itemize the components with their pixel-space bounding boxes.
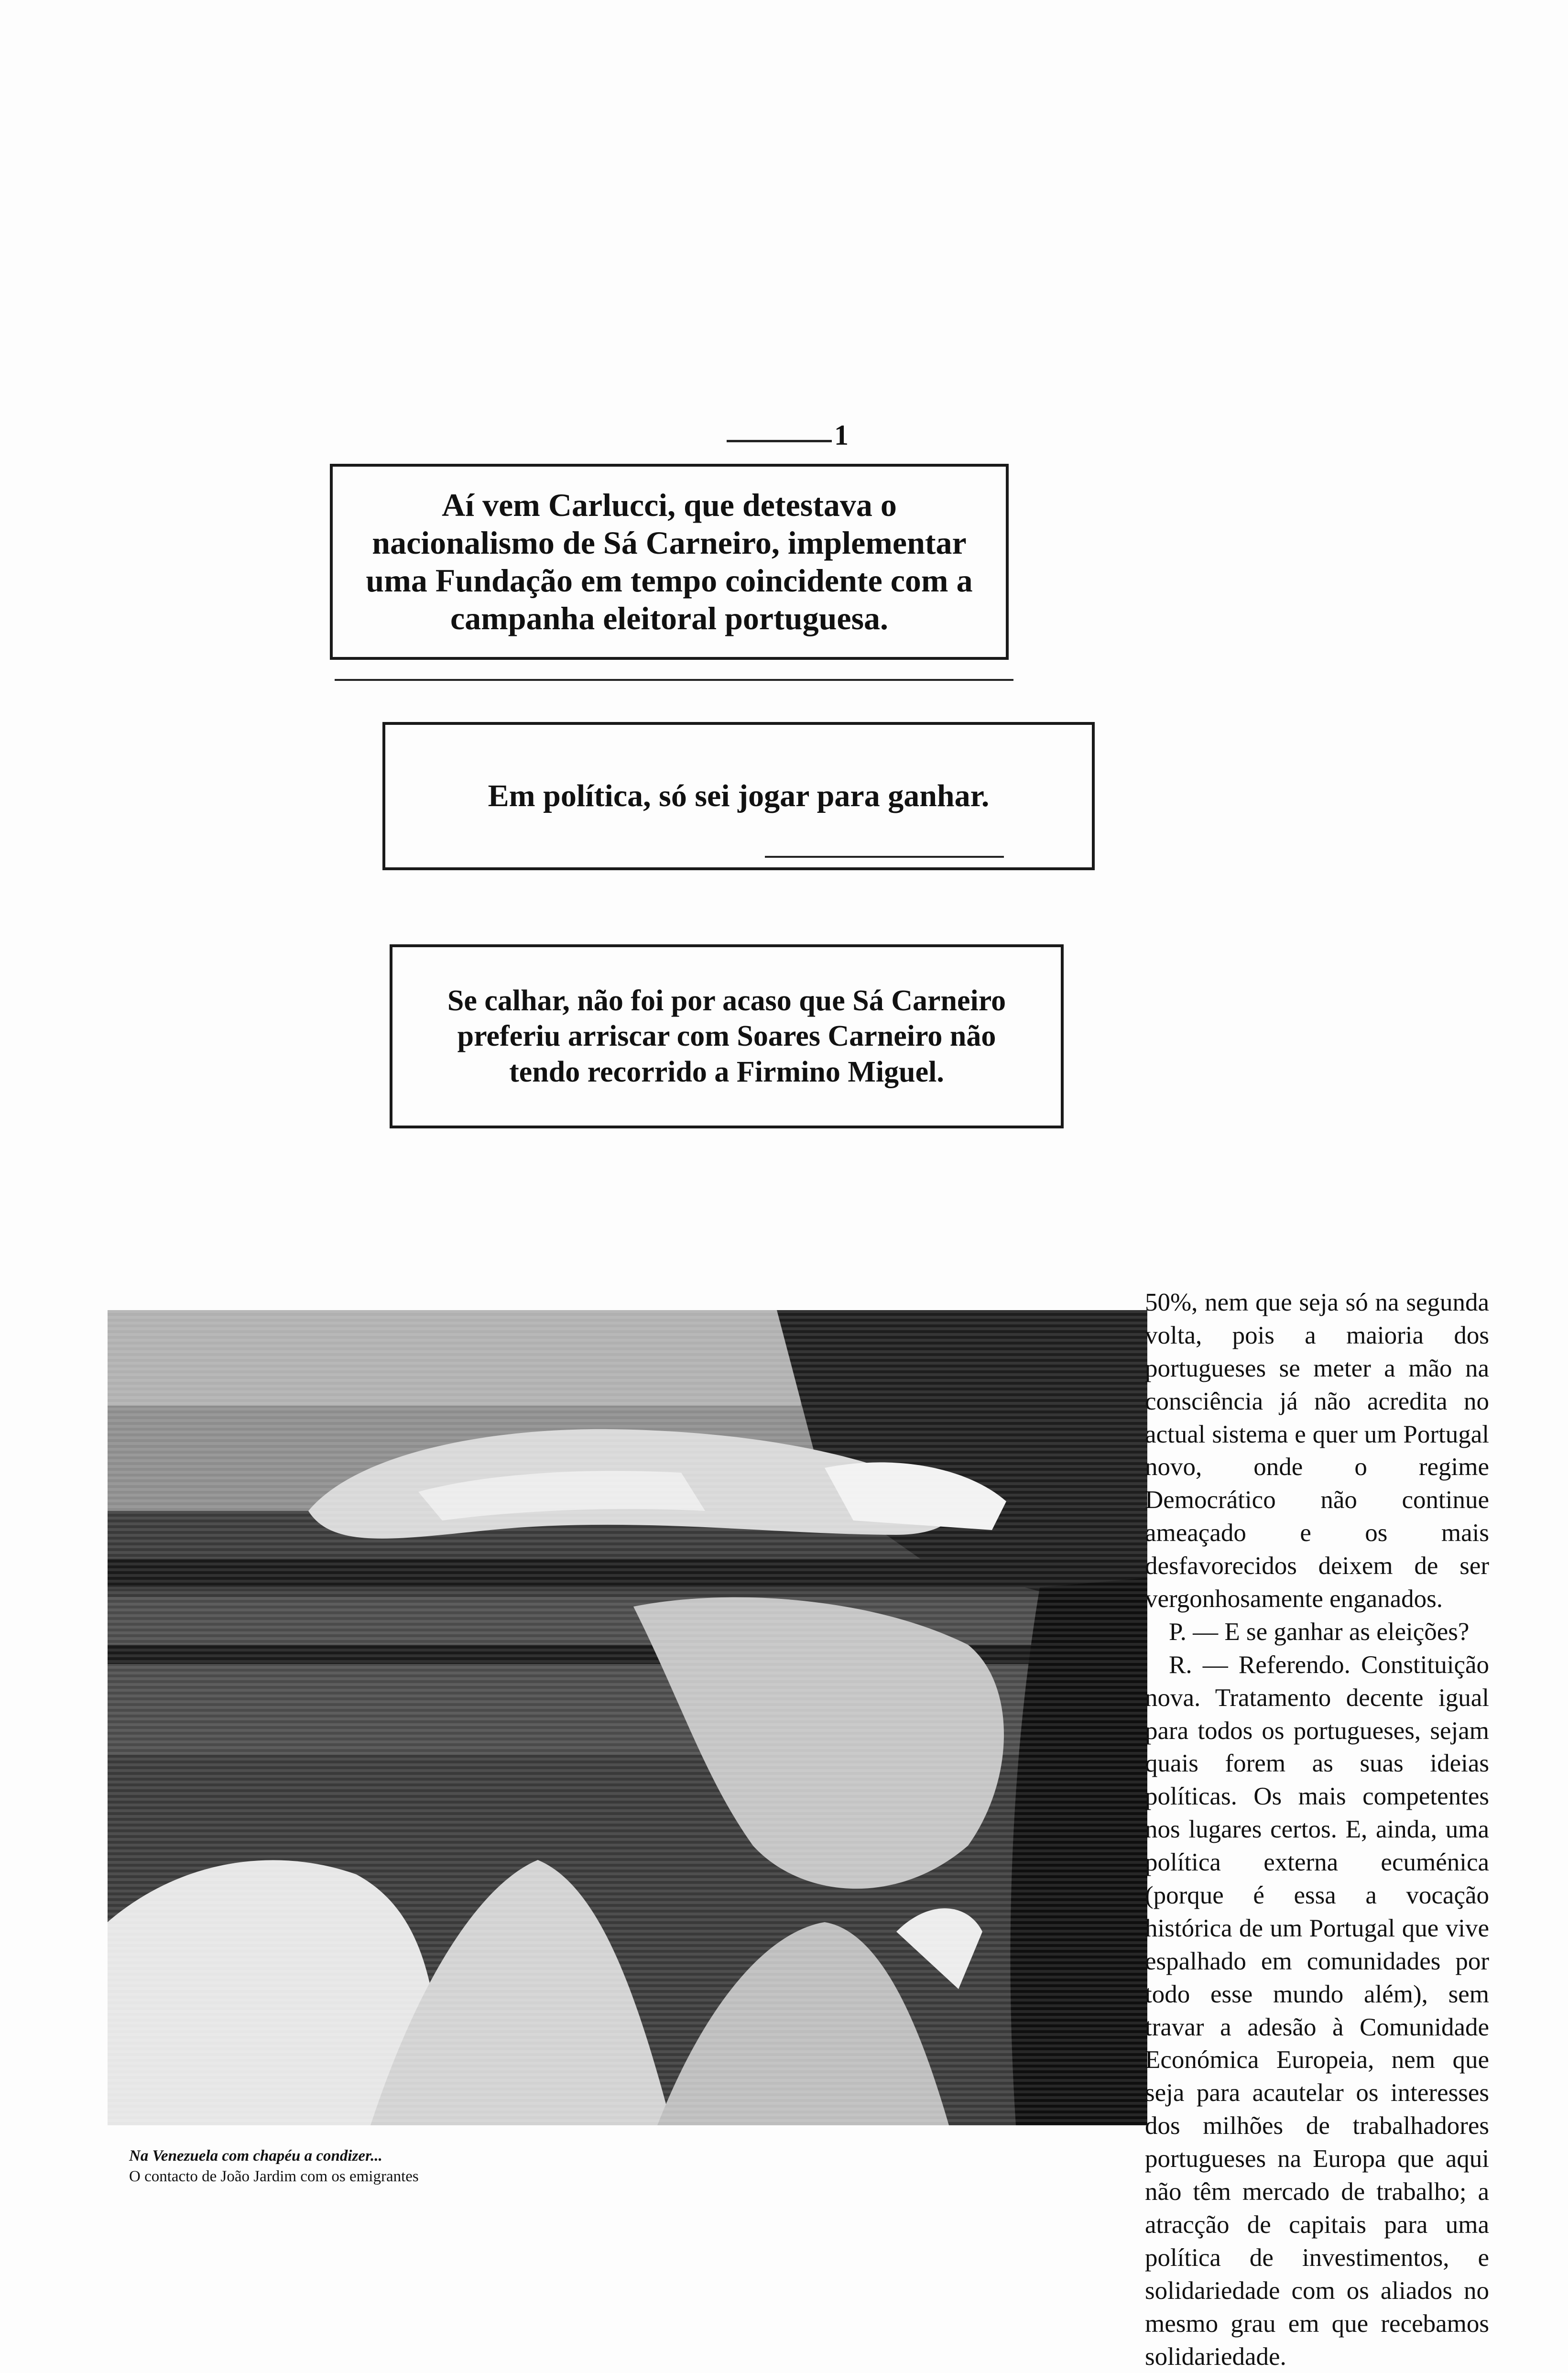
pull-quote-sa-carneiro: [390, 944, 1064, 1128]
divider-rule: [765, 856, 1004, 858]
pull-quote-text: Se calhar, não foi por acaso que Sá Carneiro preferiu arriscar com Soares Carneiro não tendo recorrido a Firmino Miguel.: [447, 984, 1006, 1088]
article-column: [1145, 1286, 1489, 2373]
page-number-rule: [727, 440, 832, 442]
pull-quote-politica: [382, 722, 1095, 870]
caption-line-2: O contacto de João Jardim com os emigrantes: [129, 2167, 419, 2185]
article-paragraph: 50%, nem que seja só na segunda volta, pois a maioria dos portugueses se meter a mão na consciência já não acredita no actual sistema e quer um Portugal novo, onde o regime Democrático não continue ameaçado e os mais desfavorecidos deixem de ser vergonhosamente enganados.: [1145, 1289, 1489, 1613]
pull-quote-text: Em política, só sei jogar para ganhar.: [488, 778, 990, 813]
caption-line-1: Na Venezuela com chapéu a condizer...: [129, 2147, 382, 2165]
pull-quote-carlucci: [330, 464, 1009, 660]
page-number: 1: [834, 419, 849, 451]
interview-answer: R. — Referendo. Constituição nova. Tratamento decente igual para todos os portugueses, sejam quais forem as suas ideias políticas. Os mais competentes nos lugares certos. E, ainda, uma política externa ecuménica (porque é essa a vocação histórica de um Portugal que vive espalhado em comunidades por todo esse mundo além), sem travar a adesão à Comunidade Económica Europeia, nem que seja para acautelar os interesses dos milhões de trabalhadores portugueses na Europa que aqui não têm mercado de trabalho; a atracção de capitais para uma política de investimentos, e solidariedade com os aliados no mesmo grau em que recebamos solidariedade.: [1145, 1651, 1489, 2371]
pull-quote-text: Aí vem Carlucci, que detestava o nacionalismo de Sá Carneiro, implementar uma Fundação em tempo coincidente com a campanha eleitoral portuguesa.: [366, 487, 973, 636]
photo-caption: [129, 2146, 607, 2187]
divider-rule: [335, 679, 1013, 681]
interview-question: P. — E se ganhar as eleições?: [1169, 1618, 1470, 1646]
news-photo: [108, 1310, 1147, 2125]
